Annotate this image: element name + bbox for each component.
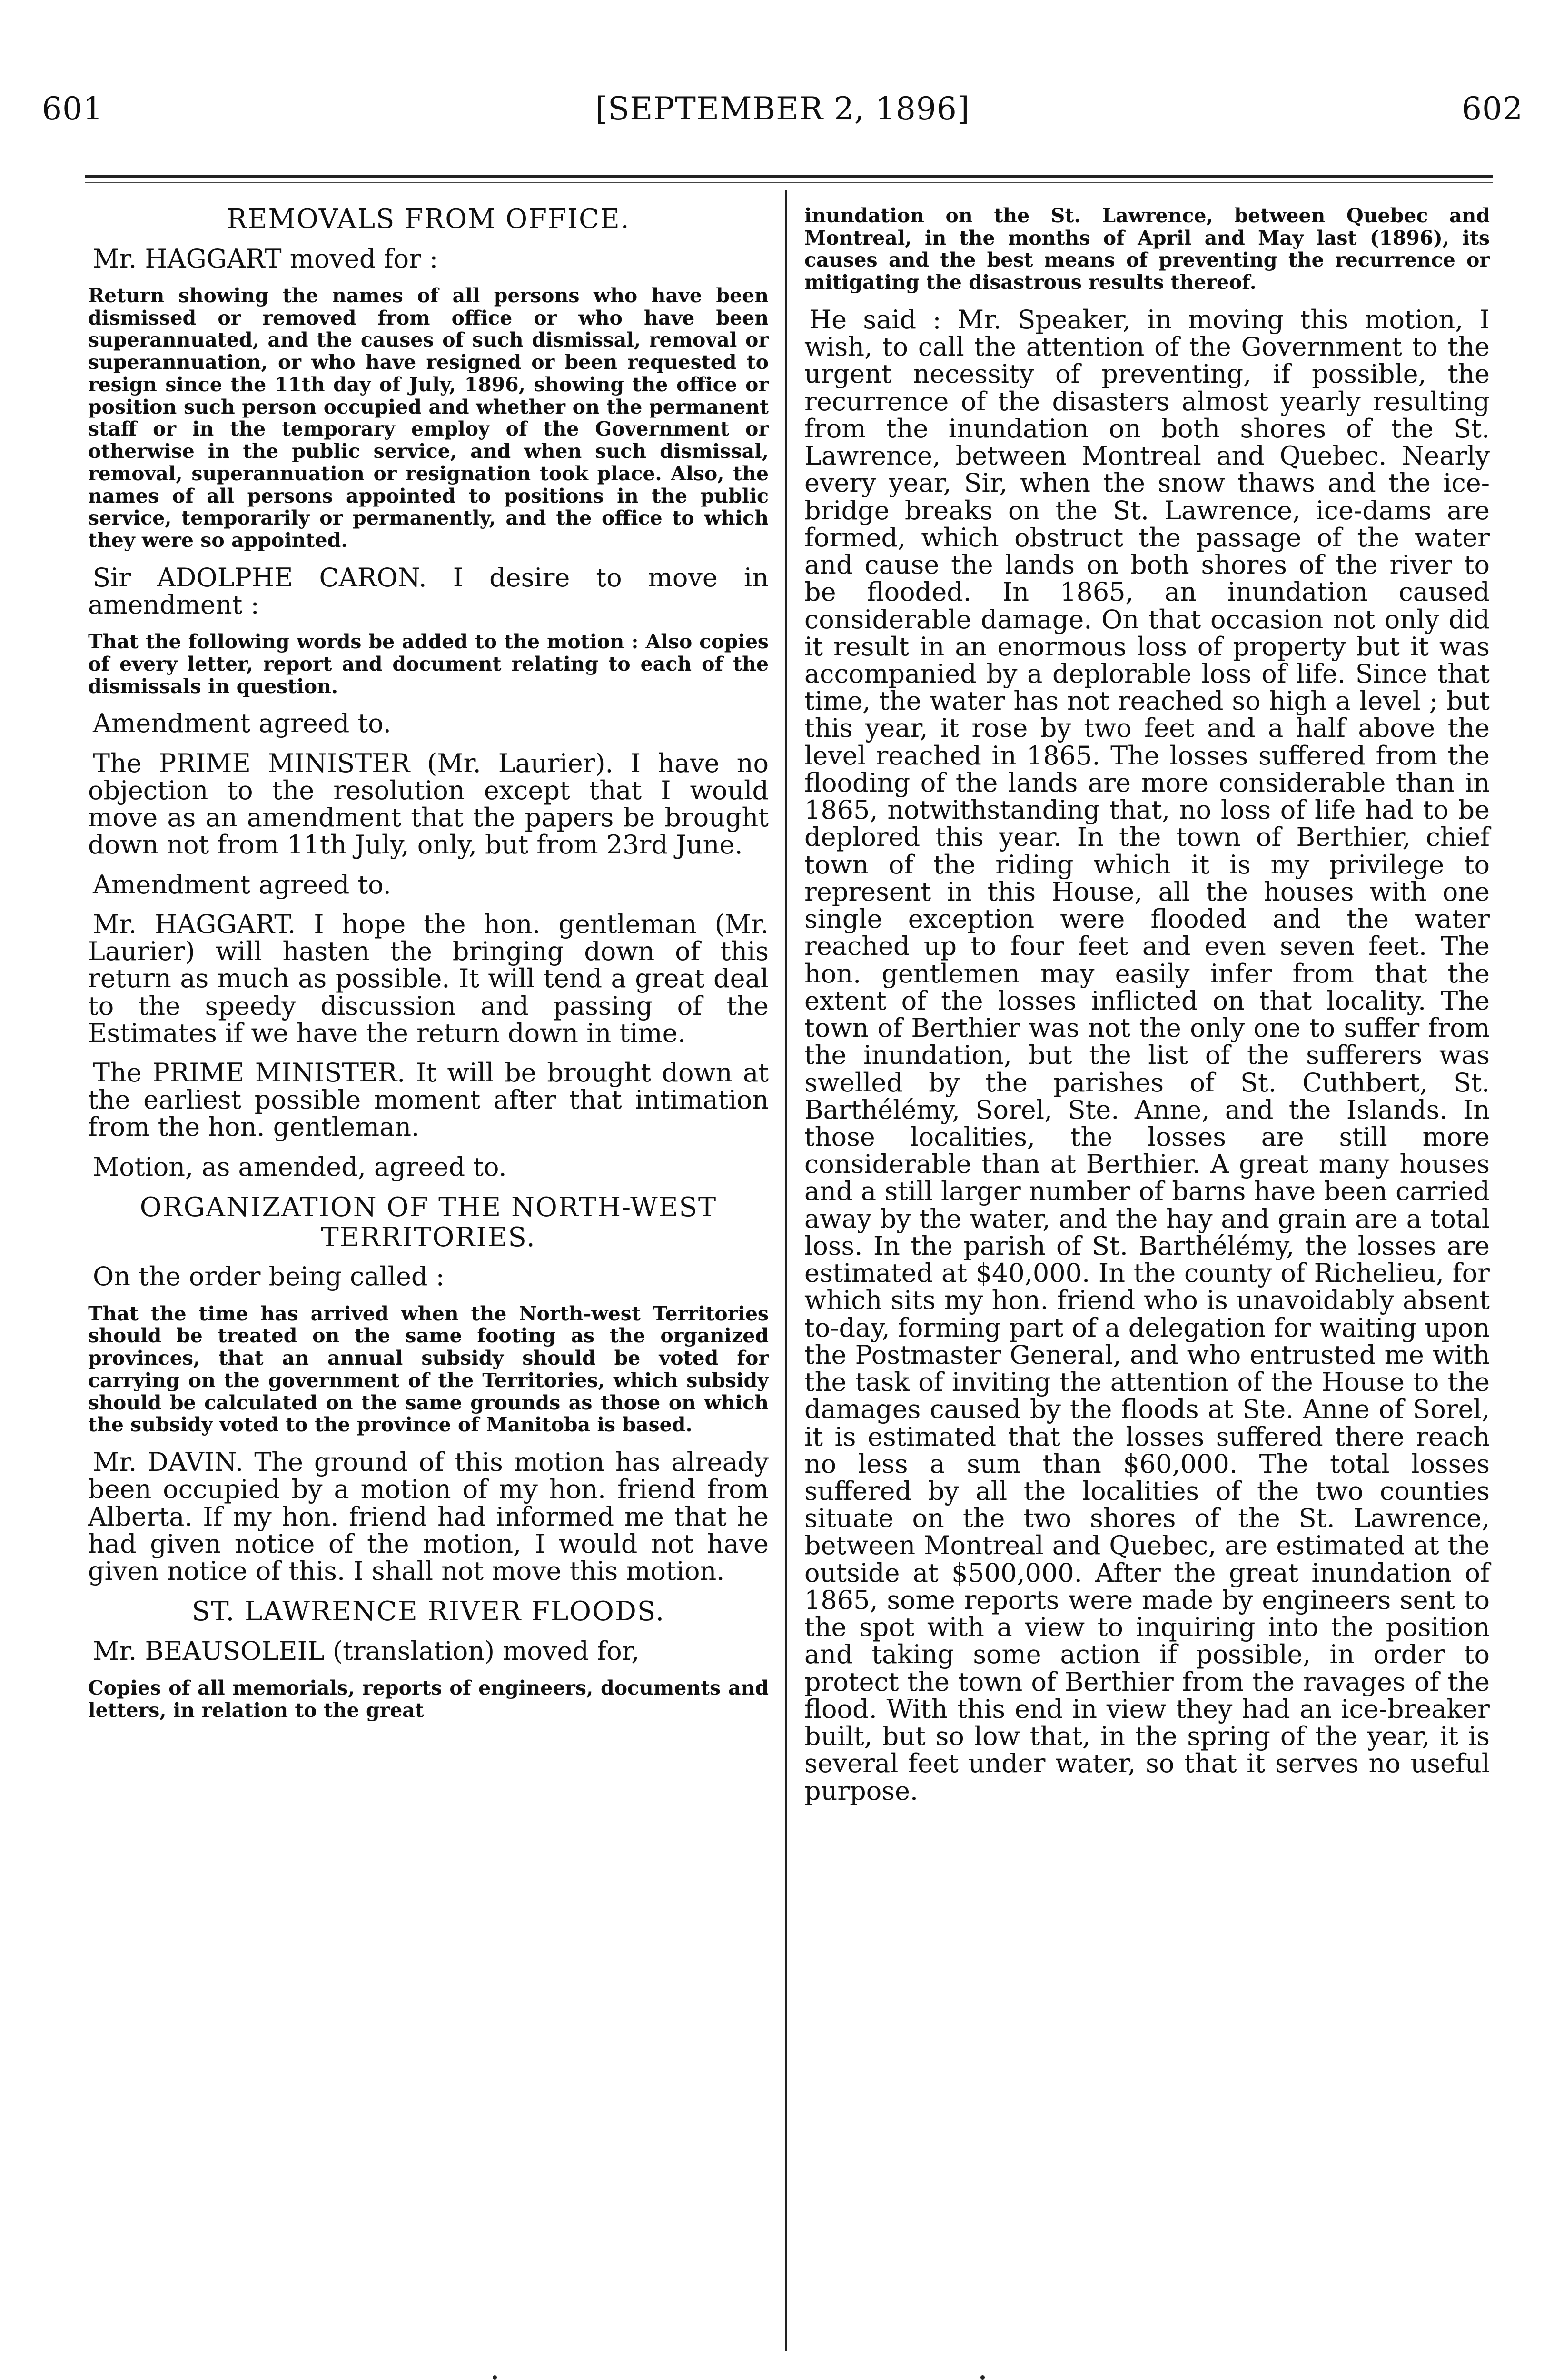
- motion-text-removals: Return showing the names of all persons who have been dismissed or removed from office or who have been superannuated, and the causes of such dismissal, removal or superannuation, or who have resigned or been requested to resign since the 11th day of July, 1896, showing the office or position such person occupied and whether on the permanent staff or in the temporary employ of the Government or otherwise in the public service, and when such dismissal, removal, superannuation or resignation took place. Also, the names of all persons appointed to positions in the public service, temporarily or permanently, and the office to which they were so appointed.: [88, 284, 769, 552]
- paragraph-prime-minister: The PRIME MINISTER (Mr. Laurier). I have no objection to the resolution except that I would move as an amendment that the papers be brought down not from 11th July, only, but from 23rd June.: [88, 748, 769, 860]
- section-heading-removals: REMOVALS FROM OFFICE.: [227, 204, 630, 235]
- paragraph-caron-amendment: Sir ADOLPHE CARON. I desire to move in amendment :: [88, 562, 769, 620]
- left-column: [88, 205, 769, 1734]
- right-column: [804, 205, 1490, 1817]
- paragraph-beausoleil-moves: Mr. BEAUSOLEIL (translation) moved for,: [93, 1636, 640, 1666]
- paragraph-prime-minister-reply: The PRIME MINISTER. It will be brought down at the earliest possible moment after that intimation from the hon. gentleman.: [88, 1058, 769, 1142]
- page-number-left: 601: [42, 90, 103, 127]
- header-rule-thin: [85, 182, 1493, 183]
- column-divider: [785, 190, 787, 2351]
- paragraph-amendment-agreed: Amendment agreed to.: [93, 708, 391, 739]
- page-header: [42, 90, 1523, 127]
- motion-text-floods-continued: inundation on the St. Lawrence, between Quebec and Montreal, in the months of April and May last (1896), its causes and the best means of preventing the recurrence or mitigating the disastrous results thereof.: [804, 204, 1490, 294]
- motion-text-floods-start: Copies of all memorials, reports of engineers, documents and letters, in relation to the great: [88, 1676, 769, 1722]
- paragraph-motion-agreed: Motion, as amended, agreed to.: [93, 1151, 507, 1182]
- motion-text-territories: That the time has arrived when the North-west Territories should be treated on the same footing as the organized provinces, that an annual subsidy should be voted for carrying on the government of the Territories, which subsidy should be calculated on the same grounds as those on which the subsidy voted to the province of Manitoba is based.: [88, 1302, 769, 1437]
- page-number-right: 602: [1462, 90, 1523, 127]
- paragraph-haggart-moves: Mr. HAGGART moved for :: [93, 243, 438, 274]
- amendment-text: That the following words be added to the motion : Also copies of every letter, report and document relating to each of the dismissals in question.: [88, 630, 769, 698]
- paragraph-haggart-reply: Mr. HAGGART. I hope the hon. gentleman (Mr. Laurier) will hasten the bringing down of this return as much as possible. It will tend a great deal to the speedy discussion and passing of the Estimates if we have the return down in time.: [88, 909, 769, 1048]
- paragraph-amendment-agreed-2: Amendment agreed to.: [93, 869, 391, 900]
- section-heading-floods: ST. LAWRENCE RIVER FLOODS.: [191, 1596, 665, 1627]
- bottom-dot-left: [493, 2375, 497, 2380]
- header-date: [SEPTEMBER 2, 1896]: [595, 90, 970, 127]
- header-rule: [85, 175, 1493, 178]
- section-heading-north-west: ORGANIZATION OF THE NORTH-WEST TERRITORIES.: [139, 1191, 717, 1253]
- bottom-dot-right: [980, 2375, 985, 2380]
- paragraph-davin: Mr. DAVIN. The ground of this motion has already been occupied by a motion of my hon. friend from Alberta. If my hon. friend had informed me that he had given notice of the motion, I would not have given notice of this. I shall not move this motion.: [88, 1447, 769, 1586]
- paragraph-beausoleil-speech: He said : Mr. Speaker, in moving this motion, I wish, to call the attention of the Government to the urgent necessity of preventing, if possible, the recurrence of the disasters almost yearly resulting from the inundation on both shores of the St. Lawrence, between Montreal and Quebec. Nearly every year, Sir, when the snow thaws and the ice-bridge breaks on the St. Lawrence, ice-dams are formed, which obstruct the passage of the water and cause the lands on both shores of the river to be flooded. In 1865, an inundation caused considerable damage. On that occasion not only did it result in an enormous loss of property but it was accompanied by a deplorable loss of life. Since that time, the water has not reached so high a level ; but this year, it rose by two feet and a half above the level reached in 1865. The losses suffered from the flooding of the lands are more considerable than in 1865, notwithstanding that, no loss of life had to be deplored this year. In the town of Berthier, chief town of the riding which it is my privilege to represent in this House, all the houses with one single exception were flooded and the water reached up to four feet and even seven feet. The hon. gentlemen may easily infer from that the extent of the losses inflicted on that locality. The town of Berthier was not the only one to suffer from the inundation, but the list of the sufferers was swelled by the parishes of St. Cuthbert, St. Barthélémy, Sorel, Ste. Anne, and the Islands. In those localities, the losses are still more considerable than at Berthier. A great many houses and a still larger number of barns have been carried away by the water, and the hay and grain are a total loss. In the parish of St. Barthélémy, the losses are estimated at $40,000. In the county of Richelieu, for which sits my hon. friend who is unavoidably absent to-day, forming part of a delegation for waiting upon the Postmaster General, and who entrusted me with the task of inviting the attention of the House to the damages caused by the floods at Ste. Anne of Sorel, it is estimated that the losses suffered there reach no less a sum than $60,000. The total losses suffered by all the localities of the two counties situate on the two shores of the St. Lawrence, between Montreal and Quebec, are estimated at the outside at $500,000. After the great inundation of 1865, some reports were made by engineers sent to the spot with a view to inquiring into the position and taking some action if possible, in order to protect the town of Berthier from the ravages of the flood. With this end in view they had an ice-breaker built, but so low that, in the spring of the year, it is several feet under water, so that it serves no useful purpose.: [804, 304, 1490, 1806]
- paragraph-order-called: On the order being called :: [93, 1261, 445, 1292]
